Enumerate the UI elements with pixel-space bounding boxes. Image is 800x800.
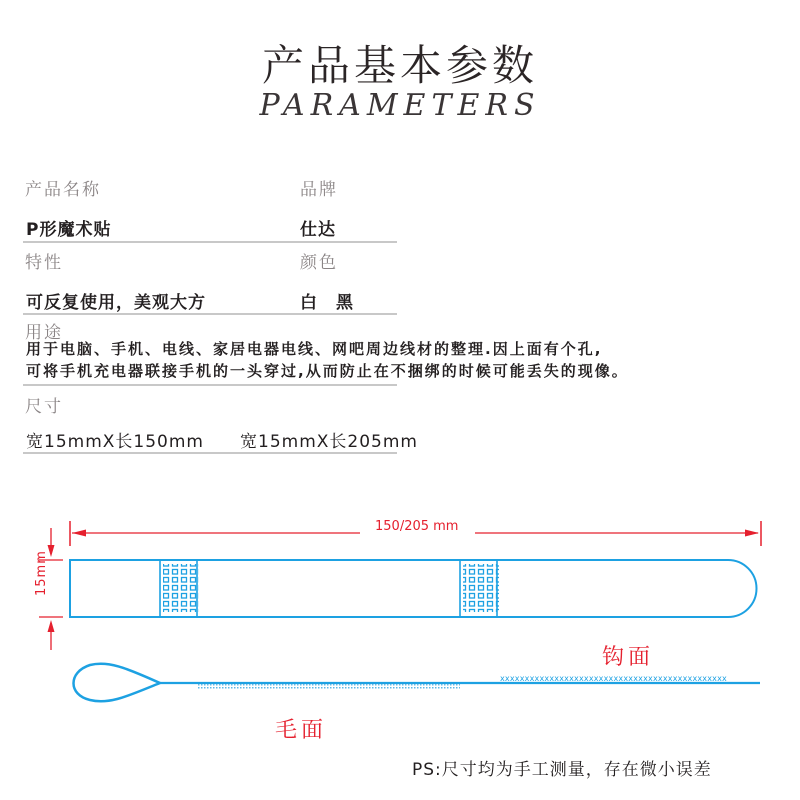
color-value: 白 黑: [300, 293, 354, 313]
size-value-205: 宽15mmX长205mm: [240, 432, 418, 452]
page-title: 产品基本参数: [261, 41, 538, 90]
velcro-patch-right: [460, 560, 499, 617]
brand-value: 仕达: [300, 220, 336, 240]
loop-side-texture: [198, 684, 460, 689]
hook-side-label: 钩面: [602, 645, 655, 670]
size-label: 尺寸: [25, 397, 63, 417]
color-label: 颜色: [300, 253, 338, 273]
loop-side-label: 毛面: [275, 718, 328, 743]
separator-line: [23, 384, 397, 386]
usage-line-2: 可将手机充电器联接手机的一头穿过,从而防止在不捆绑的时候可能丢失的现像。: [26, 362, 629, 380]
usage-line-1: 用于电脑、手机、电线、家居电器电线、网吧周边线材的整理.因上面有个孔,: [26, 340, 603, 358]
brand-label: 品牌: [300, 180, 338, 200]
product-name-value: P形魔术贴: [26, 220, 112, 240]
strap-diagram: [0, 500, 800, 740]
width-dimension-label: 15mm: [34, 550, 49, 596]
feature-value: 可反复使用，美观大方: [26, 293, 206, 313]
usage-label: 用途: [25, 323, 63, 343]
product-name-label: 产品名称: [25, 180, 101, 200]
strap-side-view: [74, 664, 761, 702]
velcro-patch-left: [160, 560, 199, 617]
length-dimension-label: 150/205 mm: [371, 519, 462, 534]
separator-line: [23, 313, 397, 315]
hook-side-texture: xxxxxxxxxxxxxxxxxxxxxxxxxxxxxxxxxxxxxxxxxxxxxx: [500, 674, 727, 683]
separator-line: [23, 452, 397, 454]
page-subtitle: PARAMETERS: [259, 88, 541, 123]
measurement-note: PS:尺寸均为手工测量，存在微小误差: [412, 760, 712, 780]
feature-label: 特性: [25, 253, 63, 273]
size-value-150: 宽15mmX长150mm: [26, 432, 204, 452]
separator-line: [23, 241, 397, 243]
